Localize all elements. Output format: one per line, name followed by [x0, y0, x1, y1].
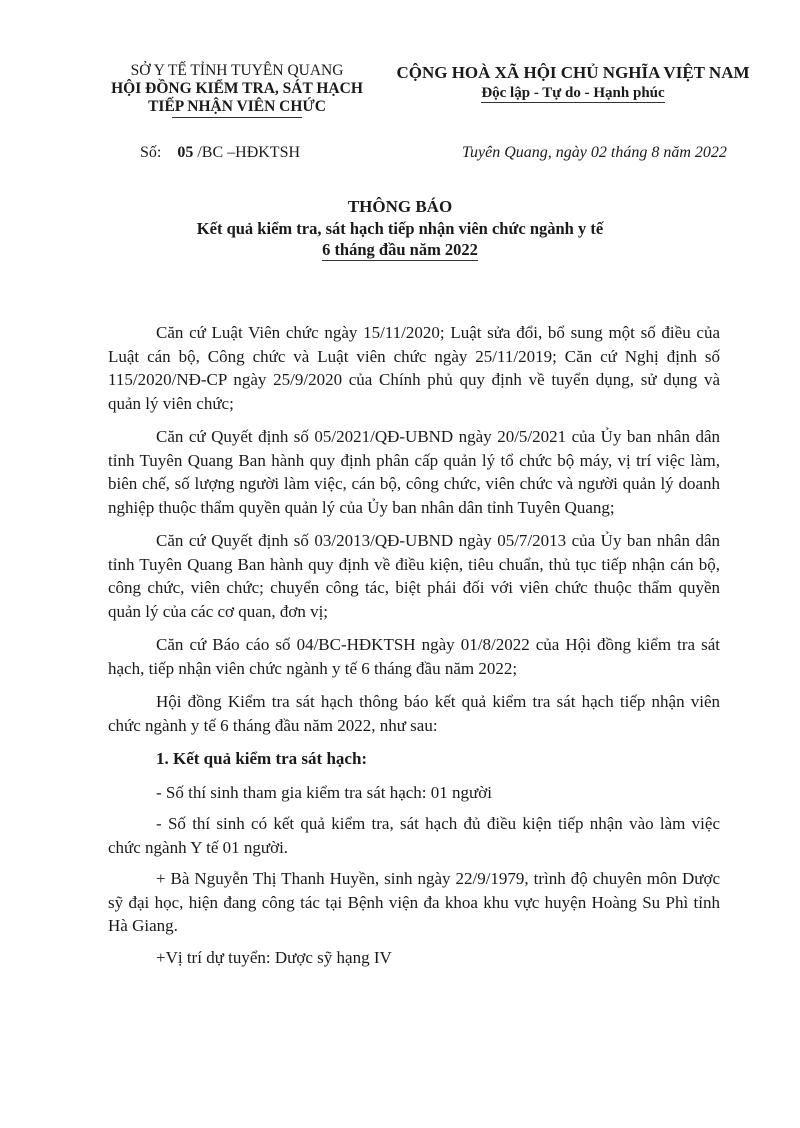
agency-line-1: SỞ Y TẾ TỈNH TUYÊN QUANG	[130, 62, 344, 79]
paragraph-announcement: Hội đồng Kiểm tra sát hạch thông báo kết quả kiểm tra sát hạch tiếp nhận viên chức ngành y tế 6 tháng đầu năm 2022, như sau:	[108, 692, 720, 735]
issuing-agency	[92, 62, 382, 118]
title-line-2: Kết quả kiểm tra, sát hạch tiếp nhận viên chức ngành y tế	[196, 219, 604, 238]
result-item: - Số thí sinh có kết quả kiểm tra, sát hạch đủ điều kiện tiếp nhận vào làm việc chức ngành Y tế 01 người.	[108, 814, 720, 857]
title-line-3: 6 tháng đầu năm 2022	[322, 240, 478, 259]
place-date: Tuyên Quang, ngày 02 tháng 8 năm 2022	[462, 144, 727, 161]
agency-line-2: HỘI ĐỒNG KIỂM TRA, SÁT HẠCH	[111, 80, 363, 97]
document-title	[0, 196, 800, 261]
paragraph-legal-basis-3: Căn cứ Quyết định số 03/2013/QĐ-UBND ngày 05/7/2013 của Ủy ban nhân dân tỉnh Tuyên Quang Ban hành quy định về điều kiện, tiêu chuẩn, thủ tục tiếp nhận cán bộ, công chức, viên chức; chuyển công tác, biệt phái đối với viên chức thuộc thẩm quyền quản lý của các cơ quan, đơn vị;	[108, 531, 720, 621]
candidate-detail: + Bà Nguyễn Thị Thanh Huyền, sinh ngày 22/9/1979, trình độ chuyên môn Dược sỹ đại học, hiện đang công tác tại Bệnh viện đa khoa khu vực huyện Hoàng Su Phì tỉnh Hà Giang.	[108, 869, 720, 935]
candidate-position: +Vị trí dự tuyển: Dược sỹ hạng IV	[156, 947, 392, 967]
country-name: CỘNG HOÀ XÃ HỘI CHỦ NGHĨA VIỆT NAM	[396, 63, 750, 82]
result-item: - Số thí sinh tham gia kiểm tra sát hạch: 01 người	[156, 782, 492, 802]
paragraph-legal-basis-1: Căn cứ Luật Viên chức ngày 15/11/2020; Luật sửa đổi, bổ sung một số điều của Luật cán bộ, Công chức và Luật viên chức ngày 25/11/2019; Căn cứ Nghị định số 115/2020/NĐ-CP ngày 25/9/2020 của Chính phủ quy định về tuyển dụng, sử dụng và quản lý viên chức;	[108, 323, 720, 413]
document-body	[108, 321, 720, 977]
national-heading	[378, 62, 768, 103]
number-code: /BC –HĐKTSH	[197, 144, 301, 161]
agency-line-3: TIẾP NHẬN VIÊN CHỨC	[148, 98, 326, 115]
number-prefix: Số:	[140, 144, 162, 161]
paragraph-legal-basis-2: Căn cứ Quyết định số 05/2021/QĐ-UBND ngày 20/5/2021 của Ủy ban nhân dân tỉnh Tuyên Quang Ban hành quy định phân cấp quản lý tổ chức bộ máy, vị trí việc làm, biên chế, số lượng người làm việc, cán bộ, công chức, viên chức và người quản lý doanh nghiệp thuộc thẩm quyền quản lý của Ủy ban nhân dân tỉnh Tuyên Quang;	[108, 427, 720, 517]
title-line-1: THÔNG BÁO	[347, 197, 453, 216]
agency-divider	[172, 117, 302, 118]
section-heading: 1. Kết quả kiểm tra sát hạch:	[156, 749, 368, 768]
document-number	[140, 144, 300, 162]
paragraph-legal-basis-4: Căn cứ Báo cáo số 04/BC-HĐKTSH ngày 01/8/2022 của Hội đồng kiểm tra sát hạch, tiếp nhận viên chức ngành y tế 6 tháng đầu năm 2022;	[108, 635, 720, 678]
number-value: 05	[177, 144, 194, 161]
national-motto: Độc lập - Tự do - Hạnh phúc	[481, 85, 665, 101]
